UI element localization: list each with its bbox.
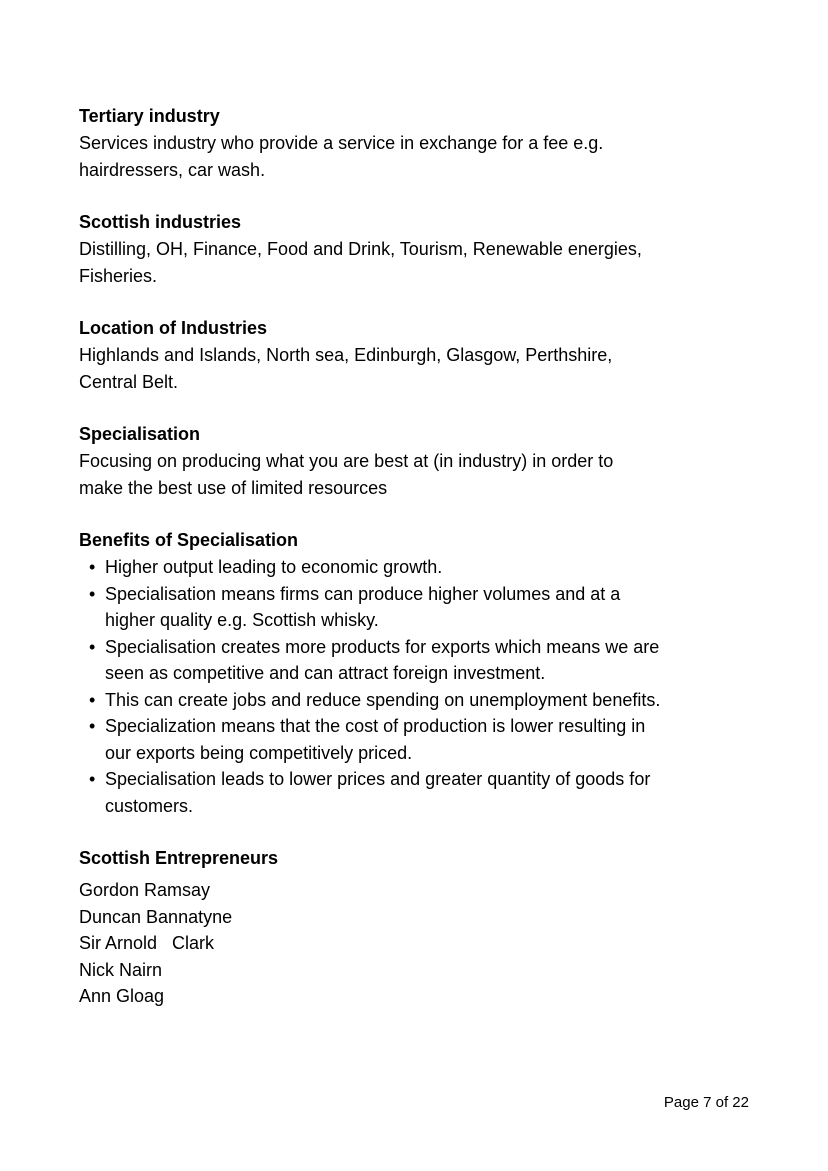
list-item [79,554,759,581]
entrepreneurs-list [79,877,759,1010]
section-scottish-industries [79,209,759,289]
list-item [79,713,759,766]
section-heading: Benefits of Specialisation [79,530,299,550]
section-benefits-of-specialisation [79,527,759,819]
list-item-text: Specialisation leads to lower prices and greater quantity of goods for customers. [105,769,651,816]
list-item-text: Specialization means that the cost of production is lower resulting in our exports being competitively priced. [105,716,646,763]
list-item: Nick Nairn [79,959,163,980]
section-heading: Specialisation [79,424,201,444]
list-item-text: Specialisation creates more products for exports which means we are seen as competitive and can attract foreign investment. [105,636,660,683]
section-location-of-industries [79,315,759,395]
section-scottish-entrepreneurs [79,845,759,1010]
list-item-text: Specialisation means firms can produce higher volumes and at a higher quality e.g. Scottish whisky. [105,583,621,630]
list-item [79,766,759,819]
list-item: Sir Arnold Clark [79,933,215,953]
section-heading: Location of Industries [79,318,268,338]
bullet-icon: • [89,689,96,710]
bullet-icon: • [89,769,96,789]
section-specialisation [79,421,759,501]
section-text: Focusing on producing what you are best at (in industry) in order to make the best use of limited resources [79,451,614,498]
section-text: Services industry who provide a service in exchange for a fee e.g. hairdressers, car wash. [79,133,604,180]
list-item: Duncan Bannatyne [79,906,233,927]
list-item [79,581,759,634]
bullet-icon: • [89,716,96,736]
list-item-text: This can create jobs and reduce spending on unemployment benefits. [105,689,661,710]
section-text: Distilling, OH, Finance, Food and Drink, Tourism, Renewable energies, Fisheries. [79,239,642,286]
list-item: Gordon Ramsay [79,880,211,900]
section-text: Highlands and Islands, North sea, Edinburgh, Glasgow, Perthshire, Central Belt. [79,345,613,392]
section-heading: Tertiary industry [79,106,220,126]
bullet-icon: • [89,636,96,657]
bullet-icon: • [89,557,96,577]
list-item-text: Higher output leading to economic growth. [105,557,443,577]
list-item [79,687,759,714]
list-item: Ann Gloag [79,986,165,1006]
list-item [79,634,759,687]
benefits-list [79,554,759,819]
page-content [79,103,759,1036]
section-heading: Scottish industries [79,212,242,232]
page-number: Page 7 of 22 [663,1094,749,1111]
section-heading: Scottish Entrepreneurs [79,848,279,868]
section-tertiary-industry [79,103,759,183]
bullet-icon: • [89,583,96,604]
